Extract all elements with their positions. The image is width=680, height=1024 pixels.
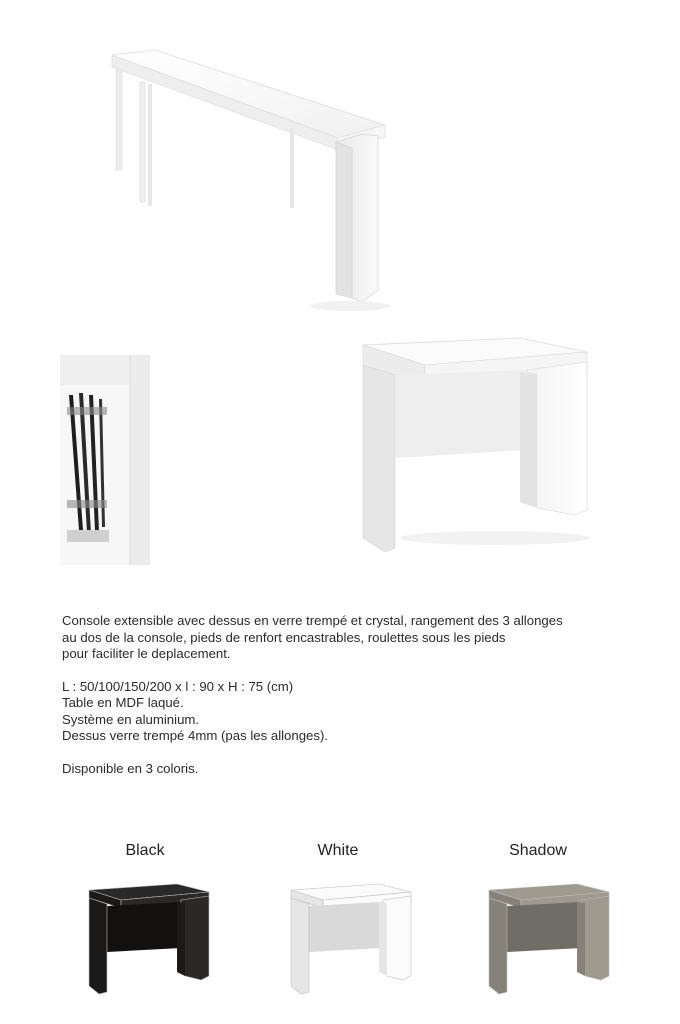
intro-line: Console extensible avec dessus en verre trempé et crystal, rangement des 3 allonges [62,613,563,628]
closed-console-image [355,330,595,560]
extensions-storage-detail-image [55,355,155,565]
color-label-white: White [317,842,359,859]
color-label-shadow: Shadow [509,842,567,859]
swatch-shadow [485,880,615,995]
extended-table-image [100,40,400,340]
availability-text: Disponible en 3 coloris. [62,760,199,776]
spec-line: Système en aluminium. [62,711,200,727]
spec-line: Table en MDF laqué. [62,695,184,710]
swatch-black [85,880,215,995]
swatch-white [287,880,417,995]
spec-line: Dessus verre trempé 4mm (pas les allonges). [62,728,329,743]
product-description [62,613,662,777]
spec-line: L : 50/100/150/200 x l : 90 x H : 75 (cm) [62,678,294,694]
intro-line: pour faciliter le deplacement. [62,646,231,661]
intro-line: au dos de la console, pieds de renfort encastrables, roulettes sous les pieds [62,629,506,645]
color-label-black: Black [125,842,165,859]
